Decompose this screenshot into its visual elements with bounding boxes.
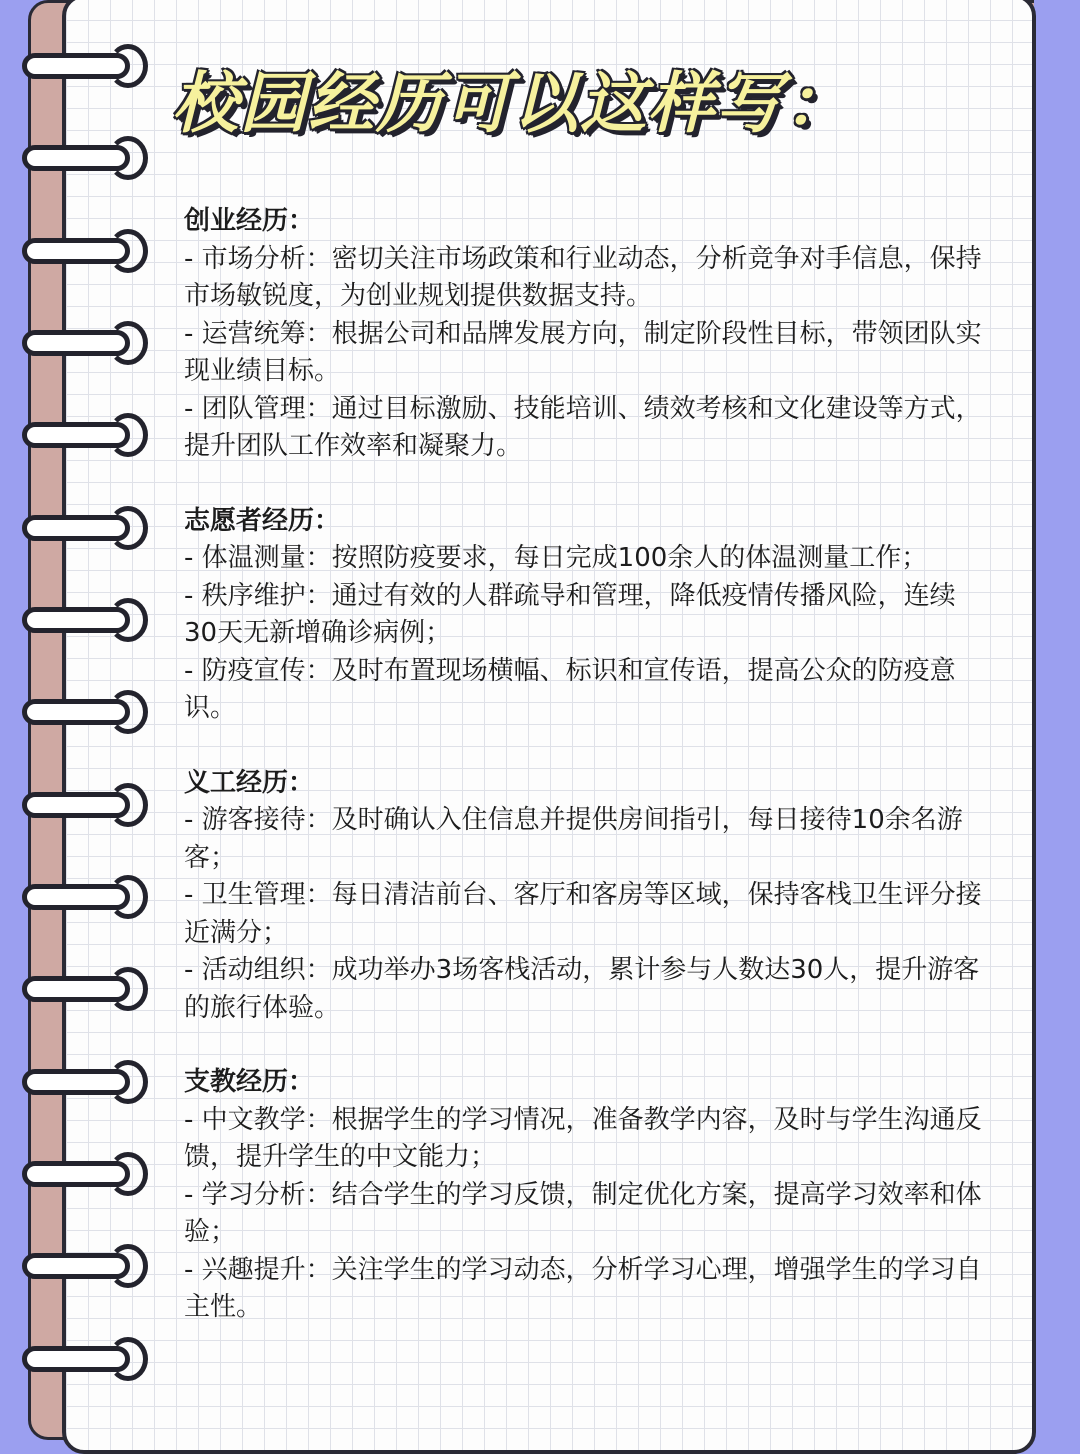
- spiral-ring: [22, 967, 140, 1013]
- list-item: - 学习分析：结合学生的学习反馈，制定优化方案，提高学习效率和体验；: [184, 1179, 982, 1247]
- list-item: - 游客接待：及时确认入住信息并提供房间指引，每日接待10余名游客；: [184, 805, 963, 873]
- spiral-ring: [22, 413, 140, 459]
- section-heading: 义工经历：: [184, 767, 315, 798]
- list-item: - 卫生管理：每日清洁前台、客厅和客房等区域，保持客栈卫生评分接近满分；: [184, 880, 982, 948]
- spiral-ring: [22, 690, 140, 736]
- spiral-ring: [22, 44, 140, 90]
- spiral-ring: [22, 598, 140, 644]
- section-heading: 志愿者经历：: [184, 505, 341, 536]
- section-entrepreneurship: [184, 203, 984, 466]
- section-voluntary-work: [184, 765, 984, 1028]
- spiral-ring: [22, 1244, 140, 1290]
- section-volunteer: [184, 503, 984, 728]
- spiral-ring: [22, 506, 140, 552]
- spiral-ring: [22, 1060, 140, 1106]
- list-item: - 兴趣提升：关注学生的学习动态，分析学习心理，增强学生的学习自主性。: [184, 1254, 982, 1322]
- spiral-ring: [22, 875, 140, 921]
- spiral-ring: [22, 1152, 140, 1198]
- section-teaching: [184, 1064, 984, 1327]
- list-item: - 运营统筹：根据公司和品牌发展方向，制定阶段性目标，带领团队实现业绩目标。: [184, 318, 982, 386]
- page-title: 校园经历可以这样写：: [172, 65, 852, 142]
- section-heading: 支教经历：: [184, 1067, 315, 1097]
- spiral-ring: [22, 229, 140, 275]
- list-item: - 市场分析：密切关注市场政策和行业动态，分析竞争对手信息，保持市场敏锐度，为创业规划提供数据支持。: [184, 243, 982, 311]
- list-item: - 防疫宣传：及时布置现场横幅、标识和宣传语，提高公众的防疫意识。: [184, 655, 956, 723]
- list-item: - 中文教学：根据学生的学习情况，准备教学内容，及时与学生沟通反馈，提升学生的中文能力；: [184, 1104, 982, 1172]
- list-item: - 体温测量：按照防疫要求，每日完成100余人的体温测量工作；: [184, 543, 928, 573]
- spiral-ring: [22, 783, 140, 829]
- spiral-ring: [22, 136, 140, 182]
- list-item: - 活动组织：成功举办3场客栈活动，累计参与人数达30人，提升游客的旅行体验。: [184, 955, 980, 1023]
- experience-list: [184, 203, 984, 1364]
- list-item: - 秩序维护：通过有效的人群疏导和管理，降低疫情传播风险，连续30天无新增确诊病例；: [184, 580, 956, 648]
- section-heading: 创业经历：: [184, 206, 315, 236]
- notebook-edge: [1034, 0, 1080, 1440]
- spiral-ring: [22, 1337, 140, 1383]
- spiral-ring: [22, 321, 140, 367]
- list-item: - 团队管理：通过目标激励、技能培训、绩效考核和文化建设等方式，提升团队工作效率和凝聚力。: [184, 393, 982, 461]
